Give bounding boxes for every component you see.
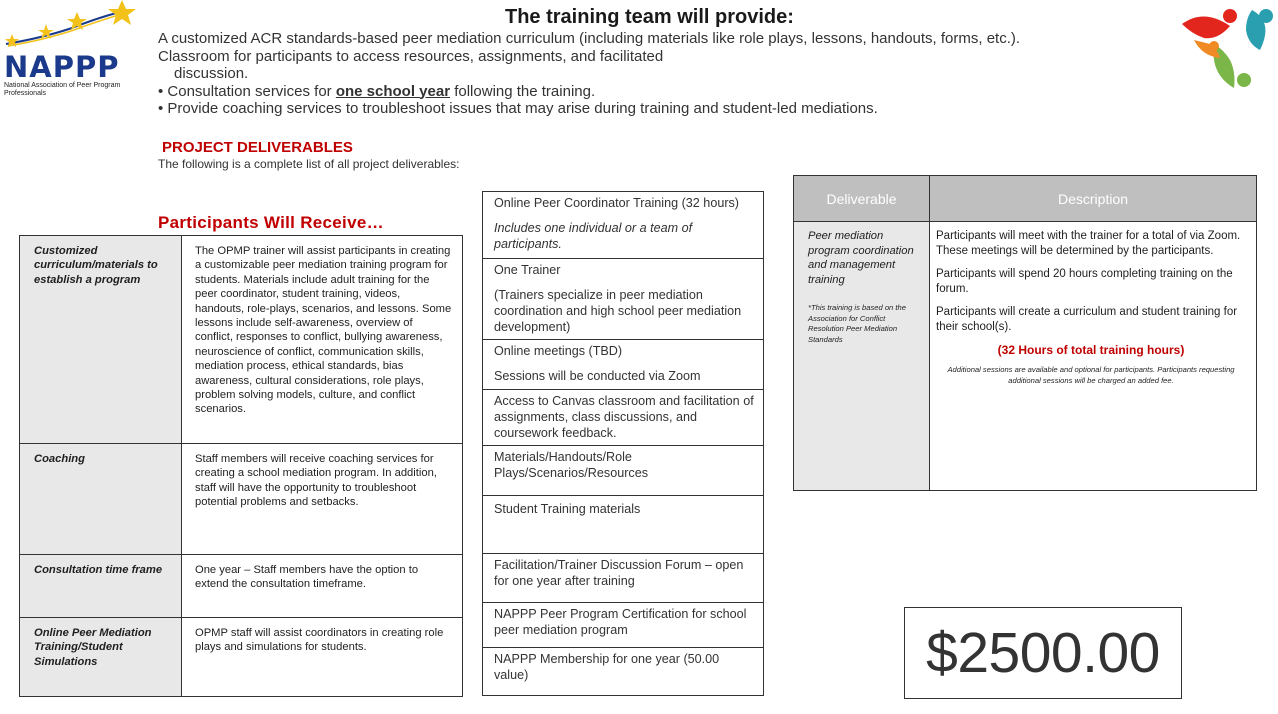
row-key: Consultation time frame (20, 555, 182, 618)
list-item-detail: Includes one individual or a team of participants. (494, 221, 693, 251)
intro-line-3 (158, 83, 1020, 101)
price-box: $2500.00 (904, 607, 1182, 699)
list-item (483, 339, 763, 389)
description-line: Participants will meet with the trainer for a total of via Zoom. These meetings will be determined by the participants. (936, 230, 1241, 257)
intro-line-3-emphasis: one school year (335, 82, 451, 100)
list-item-title: Student Training materials (494, 502, 641, 516)
total-hours: (32 Hours of total training hours) (997, 343, 1185, 357)
description-cell (930, 222, 1257, 491)
list-item-title: NAPPP Peer Program Certification for school peer mediation program (494, 607, 747, 637)
list-item-title: One Trainer (494, 263, 561, 277)
people-circle-logo-icon (1174, 0, 1278, 100)
list-item (483, 258, 763, 339)
table-row (20, 444, 463, 555)
list-item (483, 445, 763, 495)
row-key: Online Peer Mediation Training/Student Simulations (20, 618, 182, 697)
project-deliverables-heading: PROJECT DELIVERABLES (162, 139, 353, 156)
col-header-description: Description (930, 176, 1257, 222)
list-item-title: Facilitation/Trainer Discussion Forum – open for one year after training (494, 558, 744, 588)
deliverable-cell (794, 222, 930, 491)
row-value: OPMP staff will assist coordinators in creating role plays and simulations for students. (182, 618, 463, 697)
list-item-title: NAPPP Membership for one year (50.00 value) (494, 652, 720, 682)
row-key: Customized curriculum/materials to establish a program (20, 236, 182, 444)
list-item (483, 192, 763, 258)
table-row (20, 618, 463, 697)
description-line: Participants will create a curriculum and student training for their school(s). (936, 306, 1238, 333)
list-item-title: Online Peer Coordinator Training (32 hours) (494, 196, 740, 210)
list-item-detail: Sessions will be conducted via Zoom (494, 369, 701, 383)
list-item-detail: (Trainers specialize in peer mediation coordination and high school peer mediation development) (494, 288, 742, 334)
intro-line-2: Classroom for participants to access resources, assignments, and facilitated (158, 47, 664, 65)
nappp-logo (2, 0, 142, 100)
row-value: The OPMP trainer will assist participants in creating a customizable peer mediation training program for students. Materials include adult training for the peer coordinator, student training, videos, handouts, role-plays, scenarios, and lessons. Some lessons include self-awareness, overview of conflict, responses to conflict, bullying awareness, neuroscience of conflict, communication skills, mediation process, ethical standards, bias awareness, cultural considerations, role plays, problem solving models, culture, and conflict scenarios. (182, 236, 463, 444)
stars-icon (2, 0, 142, 55)
deliverable-name: Peer mediation program coordination and management training (808, 230, 914, 286)
logo-wordmark: NAPPP (4, 50, 120, 84)
intro-line-3-post: following the training. (450, 82, 596, 100)
row-key: Coaching (20, 444, 182, 555)
row-value: One year – Staff members have the option to extend the consultation timeframe. (182, 555, 463, 618)
logo-subtitle: National Association of Peer Program Professionals (4, 82, 121, 97)
col-header-deliverable: Deliverable (794, 176, 930, 222)
list-item-title: Online meetings (TBD) (494, 344, 623, 358)
list-item (483, 553, 763, 602)
list-item (483, 495, 763, 553)
list-item (483, 389, 763, 445)
intro-line-4: • Provide coaching services to troubleshoot issues that may arise during training and student-led mediations. (158, 100, 878, 117)
intro-line-2b: discussion. (174, 65, 249, 82)
deliverable-note: *This training is based on the Association for Conflict Resolution Peer Mediation Standards (808, 303, 906, 344)
intro-line-1: A customized ACR standards-based peer mediation curriculum (including materials like role plays, lessons, handouts, forms, etc.). (158, 30, 1021, 47)
additional-sessions-note: Additional sessions are available and optional for participants. Participants requesting additional sessions will be charged an added fee. (947, 364, 1235, 385)
list-item (483, 647, 763, 695)
project-deliverables-subheading: The following is a complete list of all project deliverables: (158, 157, 460, 171)
list-item (483, 602, 763, 647)
table-header-row (794, 176, 1257, 222)
description-line: Participants will spend 20 hours completing training on the forum. (936, 268, 1233, 295)
table-row (794, 222, 1257, 491)
intro-lines (158, 30, 1020, 118)
table-row (20, 555, 463, 618)
participants-heading: Participants Will Receive… (158, 213, 384, 232)
table-row (20, 236, 463, 444)
row-value: Staff members will receive coaching services for creating a school mediation program. In addition, staff will have the opportunity to troubleshoot potential problems and setbacks. (182, 444, 463, 555)
list-item-title: Access to Canvas classroom and facilitation of assignments, class discussions, and coursework feedback. (494, 394, 754, 440)
participants-table (19, 235, 463, 697)
intro-line-3-pre: • Consultation services for (158, 82, 336, 100)
list-item-title: Materials/Handouts/Role Plays/Scenarios/Resources (494, 450, 648, 480)
deliverable-table (793, 175, 1257, 491)
included-items-list (482, 191, 764, 696)
page-title: The training team will provide: (505, 6, 794, 28)
